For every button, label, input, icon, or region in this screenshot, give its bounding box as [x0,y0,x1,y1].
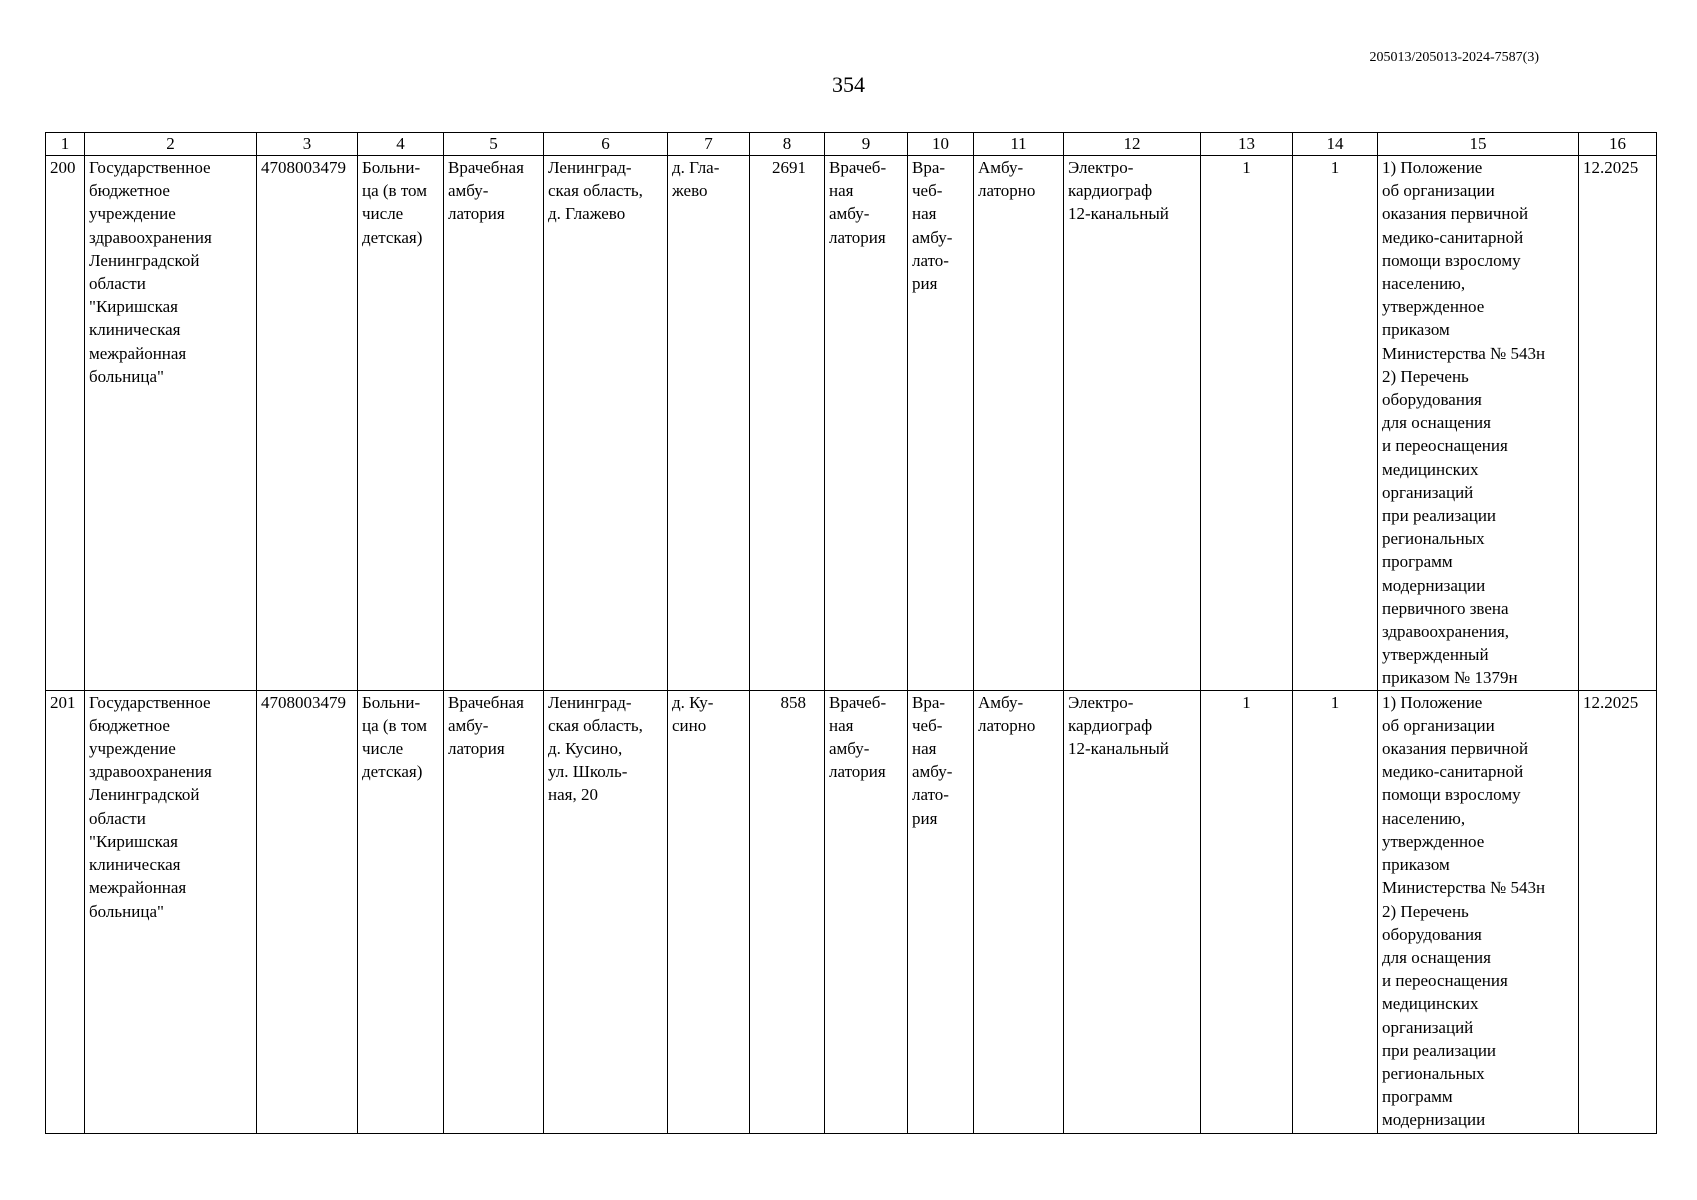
org-type-cell [358,156,444,691]
row-number: 200 [50,158,76,177]
column-number-header: 10 [908,133,974,156]
organization-name: Государственное бюджетное учреждение здравоохранения Ленинградской области "Киришская клиническая межрайонная больница" [89,158,212,386]
locality: д. Гла- жево [672,158,720,201]
legal-basis-cell [1378,156,1579,691]
inn-cell [257,156,358,691]
locality-cell [668,690,750,1133]
org-type-cell [358,690,444,1133]
population-value: 858 [780,692,806,712]
address-cell [544,156,668,691]
organization-cell [85,690,257,1133]
organization-cell [85,156,257,691]
table-row [46,156,1657,691]
column-number-header: 5 [444,133,544,156]
subdivision: Врачеб- ная амбу- латория [829,692,887,782]
column-number-header: 4 [358,133,444,156]
quantity-required: 1 [1242,158,1251,177]
subdivision-profile-cell [908,690,974,1133]
population-cell [750,690,825,1133]
deadline-cell [1579,156,1657,691]
quantity-planned-cell [1293,690,1378,1133]
care-mode: Амбу- латорно [978,158,1036,201]
deadline: 12.2025 [1583,158,1639,177]
inn-cell [257,690,358,1133]
column-number-header: 7 [668,133,750,156]
column-number-header: 2 [85,133,257,156]
care-mode: Амбу- латорно [978,692,1036,735]
quantity-planned: 1 [1330,158,1340,177]
registry-table [45,132,1657,1134]
quantity-required-cell [1201,156,1293,691]
subdivision-profile: Вра- чеб- ная амбу- лато- рия [912,692,953,828]
org-type: Больни- ца (в том числе детская) [362,692,427,782]
unit-type-cell [444,690,544,1133]
column-number-header: 11 [974,133,1064,156]
locality: д. Ку- сино [672,692,714,735]
equipment-cell [1064,690,1201,1133]
equipment-name: Электро- кардиограф 12-канальный [1068,692,1169,759]
document-id: 205013/205013-2024-7587(3) [1369,50,1539,65]
unit-type: Врачебная амбу- латория [448,692,524,759]
column-number-header: 12 [1064,133,1201,156]
column-number-header: 9 [825,133,908,156]
deadline: 12.2025 [1583,692,1639,712]
row-number-cell [46,690,85,1133]
care-mode-cell [974,690,1064,1133]
deadline-cell [1579,690,1657,1133]
unit-type: Врачебная амбу- латория [448,158,524,224]
inn-value: 4708003479 [261,158,346,177]
population-value: 2691 [772,158,806,177]
quantity-required-cell [1201,690,1293,1133]
subdivision: Врачеб- ная амбу- латория [829,158,887,247]
row-number-cell [46,156,85,691]
legal-basis: 1) Положение об организации оказания первичной медико-санитарной помощи взрослому населению, утвержденное приказом Министерства № 543н 2) Перечень оборудования для оснащения и переоснащения медицинских организаций при реализации региональных программ модернизации первичного звена здравоохранения, утвержденный приказом № 1379н [1382,158,1546,688]
quantity-planned-cell [1293,156,1378,691]
column-number-header: 6 [544,133,668,156]
care-mode-cell [974,156,1064,691]
column-number-header: 3 [257,133,358,156]
address: Ленинград- ская область, д. Кусино, ул. Школь- ная, 20 [548,692,643,805]
unit-type-cell [444,156,544,691]
legal-basis: 1) Положение об организации оказания первичной медико-санитарной помощи взрослому населению, утвержденное приказом Министерства № 543н 2) Перечень оборудования для оснащения и переоснащения медицинских организаций при реализации региональных программ модернизации [1382,692,1546,1130]
equipment-name: Электро- кардиограф 12-канальный [1068,158,1169,224]
column-number-header: 14 [1293,133,1378,156]
equipment-cell [1064,156,1201,691]
column-number-row [46,133,1657,156]
column-number-header: 15 [1378,133,1579,156]
column-number-header: 16 [1579,133,1657,156]
column-number-header: 13 [1201,133,1293,156]
inn-value: 4708003479 [261,692,346,712]
organization-name: Государственное бюджетное учреждение здравоохранения Ленинградской области "Киришская клиническая межрайонная больница" [89,692,212,921]
quantity-planned: 1 [1330,692,1340,712]
address: Ленинград- ская область, д. Глажево [548,158,643,224]
page-number: 354 [832,72,865,97]
legal-basis-cell [1378,690,1579,1133]
column-number-header: 8 [750,133,825,156]
subdivision-profile: Вра- чеб- ная амбу- лато- рия [912,158,953,294]
locality-cell [668,156,750,691]
subdivision-profile-cell [908,156,974,691]
table-row [46,690,1657,1133]
row-number: 201 [50,692,76,712]
org-type: Больни- ца (в том числе детская) [362,158,427,247]
address-cell [544,690,668,1133]
subdivision-cell [825,156,908,691]
population-cell [750,156,825,691]
column-number-header: 1 [46,133,85,156]
quantity-required: 1 [1242,692,1251,712]
subdivision-cell [825,690,908,1133]
